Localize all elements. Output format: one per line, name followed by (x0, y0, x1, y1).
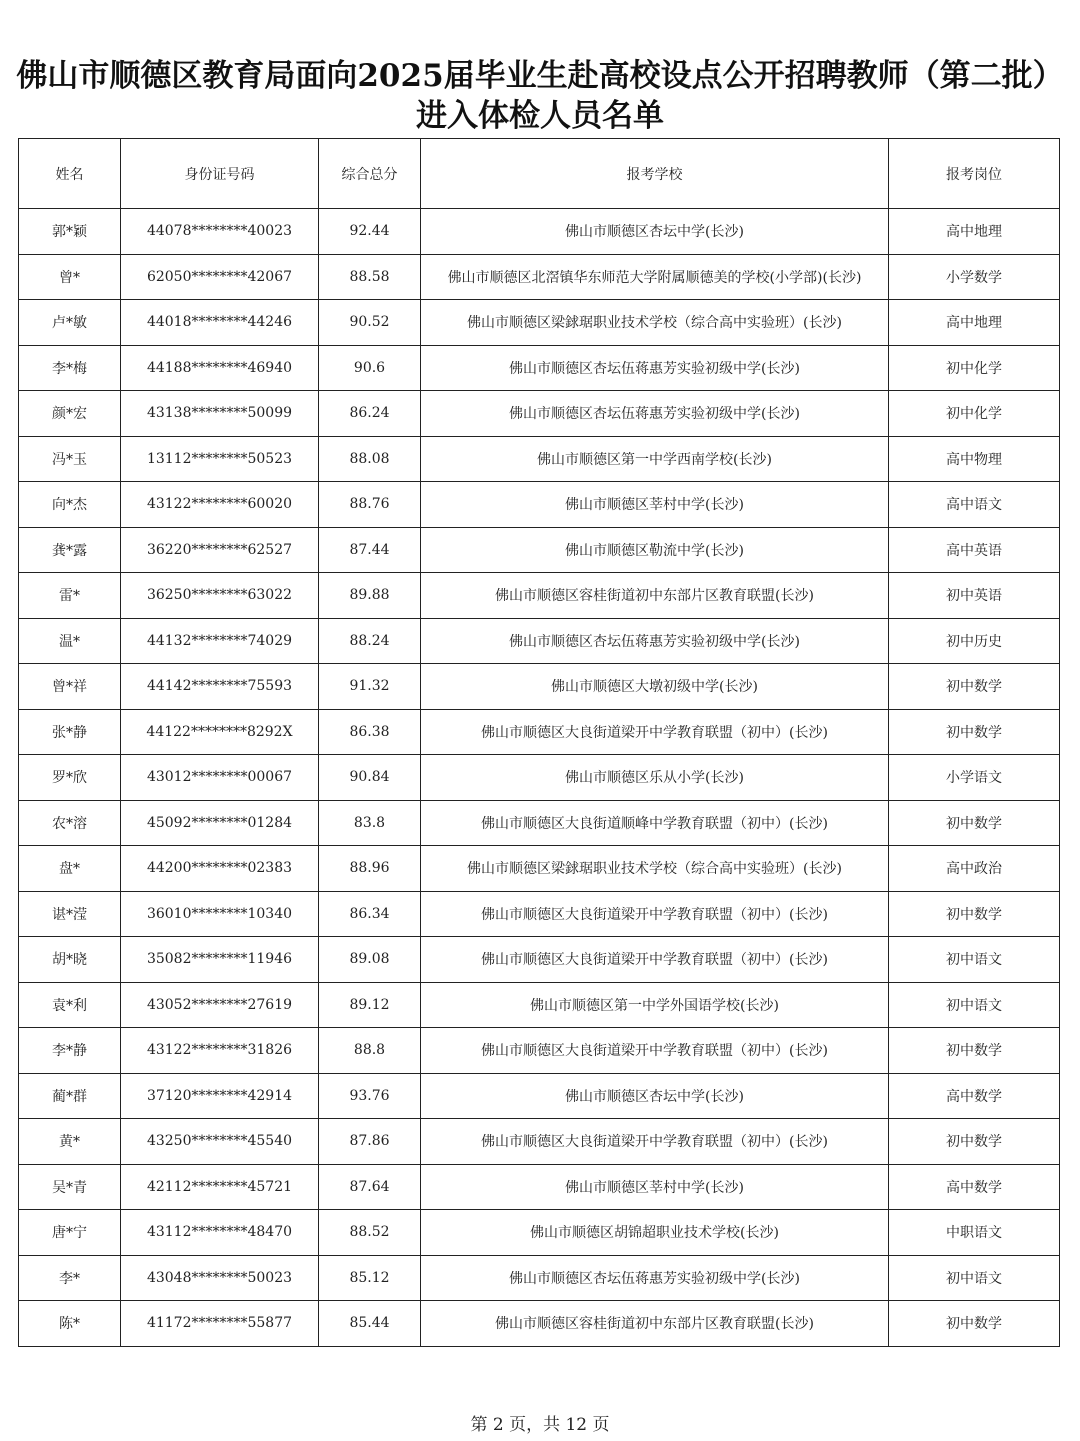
table-row (19, 1255, 1060, 1301)
cell-total-score: 92.44 (319, 209, 421, 255)
cell-total-score: 93.76 (319, 1073, 421, 1119)
cell-school: 佛山市顺德区杏坛中学(长沙) (421, 1073, 889, 1119)
cell-name: 李* (19, 1255, 121, 1301)
cell-id-number: 36220********62527 (121, 527, 319, 573)
cell-position: 高中地理 (889, 209, 1060, 255)
table-row (19, 254, 1060, 300)
cell-id-number: 13112********50523 (121, 436, 319, 482)
cell-position: 初中数学 (889, 891, 1060, 937)
cell-position: 初中化学 (889, 345, 1060, 391)
cell-total-score: 86.38 (319, 709, 421, 755)
table-body (19, 209, 1060, 1347)
cell-name: 李*梅 (19, 345, 121, 391)
cell-name: 向*杰 (19, 482, 121, 528)
cell-name: 曾*祥 (19, 664, 121, 710)
cell-name: 雷* (19, 573, 121, 619)
cell-name: 盘* (19, 846, 121, 892)
cell-position: 高中物理 (889, 436, 1060, 482)
cell-school: 佛山市顺德区容桂街道初中东部片区教育联盟(长沙) (421, 1301, 889, 1347)
cell-position: 小学数学 (889, 254, 1060, 300)
page-footer: 第 2 页，共 12 页 (470, 1415, 610, 1435)
cell-total-score: 88.8 (319, 1028, 421, 1074)
header-name: 姓名 (19, 139, 121, 209)
table-row (19, 573, 1060, 619)
cell-position: 高中地理 (889, 300, 1060, 346)
cell-id-number: 37120********42914 (121, 1073, 319, 1119)
cell-name: 黄* (19, 1119, 121, 1165)
table-row (19, 1164, 1060, 1210)
cell-school: 佛山市顺德区大良街道梁开中学教育联盟（初中）(长沙) (421, 709, 889, 755)
cell-total-score: 88.96 (319, 846, 421, 892)
cell-position: 初中历史 (889, 618, 1060, 664)
cell-name: 蔺*群 (19, 1073, 121, 1119)
table-row (19, 1028, 1060, 1074)
cell-school: 佛山市顺德区莘村中学(长沙) (421, 1164, 889, 1210)
cell-school: 佛山市顺德区杏坛中学(长沙) (421, 209, 889, 255)
cell-school: 佛山市顺德区大良街道梁开中学教育联盟（初中）(长沙) (421, 937, 889, 983)
cell-position: 初中化学 (889, 391, 1060, 437)
cell-position: 初中数学 (889, 664, 1060, 710)
table-row (19, 891, 1060, 937)
cell-school: 佛山市顺德区大墩初级中学(长沙) (421, 664, 889, 710)
cell-name: 龚*露 (19, 527, 121, 573)
cell-total-score: 88.24 (319, 618, 421, 664)
table-row (19, 391, 1060, 437)
table-row (19, 300, 1060, 346)
cell-name: 颜*宏 (19, 391, 121, 437)
cell-position: 初中语文 (889, 982, 1060, 1028)
cell-total-score: 83.8 (319, 800, 421, 846)
cell-school: 佛山市顺德区胡锦超职业技术学校(长沙) (421, 1210, 889, 1256)
cell-position: 高中语文 (889, 482, 1060, 528)
cell-total-score: 90.6 (319, 345, 421, 391)
table-row (19, 436, 1060, 482)
cell-position: 初中数学 (889, 1028, 1060, 1074)
cell-total-score: 86.24 (319, 391, 421, 437)
cell-id-number: 36250********63022 (121, 573, 319, 619)
cell-position: 初中英语 (889, 573, 1060, 619)
header-id-number: 身份证号码 (121, 139, 319, 209)
cell-name: 温* (19, 618, 121, 664)
cell-school: 佛山市顺德区大良街道梁开中学教育联盟（初中）(长沙) (421, 891, 889, 937)
cell-name: 袁*利 (19, 982, 121, 1028)
cell-id-number: 44078********40023 (121, 209, 319, 255)
cell-total-score: 86.34 (319, 891, 421, 937)
cell-name: 唐*宁 (19, 1210, 121, 1256)
document-title-line-2: 进入体检人员名单 (416, 98, 664, 134)
cell-id-number: 42112********45721 (121, 1164, 319, 1210)
cell-total-score: 89.88 (319, 573, 421, 619)
cell-school: 佛山市顺德区梁銶琚职业技术学校（综合高中实验班）(长沙) (421, 300, 889, 346)
table-row (19, 755, 1060, 801)
table-row (19, 527, 1060, 573)
cell-school: 佛山市顺德区容桂街道初中东部片区教育联盟(长沙) (421, 573, 889, 619)
cell-school: 佛山市顺德区第一中学外国语学校(长沙) (421, 982, 889, 1028)
document-title-line-1: 佛山市顺德区教育局面向2025届毕业生赴高校设点公开招聘教师（第二批） (16, 58, 1064, 94)
cell-name: 郭*颖 (19, 209, 121, 255)
table-row (19, 209, 1060, 255)
cell-school: 佛山市顺德区梁銶琚职业技术学校（综合高中实验班）(长沙) (421, 846, 889, 892)
cell-position: 初中数学 (889, 1301, 1060, 1347)
table-row (19, 482, 1060, 528)
cell-name: 农*溶 (19, 800, 121, 846)
cell-total-score: 89.12 (319, 982, 421, 1028)
table-row (19, 1301, 1060, 1347)
cell-total-score: 88.52 (319, 1210, 421, 1256)
cell-total-score: 85.12 (319, 1255, 421, 1301)
cell-position: 高中数学 (889, 1164, 1060, 1210)
table-row (19, 982, 1060, 1028)
cell-total-score: 90.84 (319, 755, 421, 801)
cell-total-score: 90.52 (319, 300, 421, 346)
cell-school: 佛山市顺德区大良街道顺峰中学教育联盟（初中）(长沙) (421, 800, 889, 846)
cell-id-number: 43138********50099 (121, 391, 319, 437)
cell-name: 胡*晓 (19, 937, 121, 983)
cell-position: 初中数学 (889, 800, 1060, 846)
cell-id-number: 43112********48470 (121, 1210, 319, 1256)
cell-id-number: 35082********11946 (121, 937, 319, 983)
header-school: 报考学校 (421, 139, 889, 209)
table-row (19, 846, 1060, 892)
cell-school: 佛山市顺德区第一中学西南学校(长沙) (421, 436, 889, 482)
cell-id-number: 43122********31826 (121, 1028, 319, 1074)
cell-total-score: 88.76 (319, 482, 421, 528)
cell-school: 佛山市顺德区北滘镇华东师范大学附属顺德美的学校(小学部)(长沙) (421, 254, 889, 300)
cell-total-score: 89.08 (319, 937, 421, 983)
cell-name: 陈* (19, 1301, 121, 1347)
cell-position: 小学语文 (889, 755, 1060, 801)
header-position: 报考岗位 (889, 139, 1060, 209)
cell-position: 高中英语 (889, 527, 1060, 573)
cell-school: 佛山市顺德区大良街道梁开中学教育联盟（初中）(长沙) (421, 1119, 889, 1165)
table-row (19, 709, 1060, 755)
cell-name: 曾* (19, 254, 121, 300)
table-row (19, 664, 1060, 710)
cell-id-number: 44200********02383 (121, 846, 319, 892)
cell-id-number: 43012********00067 (121, 755, 319, 801)
cell-school: 佛山市顺德区杏坛伍蒋惠芳实验初级中学(长沙) (421, 618, 889, 664)
cell-school: 佛山市顺德区杏坛伍蒋惠芳实验初级中学(长沙) (421, 345, 889, 391)
cell-name: 罗*欣 (19, 755, 121, 801)
cell-name: 吴*青 (19, 1164, 121, 1210)
cell-position: 高中数学 (889, 1073, 1060, 1119)
cell-position: 初中语文 (889, 1255, 1060, 1301)
cell-total-score: 85.44 (319, 1301, 421, 1347)
cell-id-number: 44122********8292X (121, 709, 319, 755)
table-row (19, 937, 1060, 983)
cell-school: 佛山市顺德区乐从小学(长沙) (421, 755, 889, 801)
cell-school: 佛山市顺德区莘村中学(长沙) (421, 482, 889, 528)
cell-id-number: 41172********55877 (121, 1301, 319, 1347)
table-row (19, 1073, 1060, 1119)
cell-name: 谌*滢 (19, 891, 121, 937)
table-row (19, 800, 1060, 846)
cell-id-number: 44142********75593 (121, 664, 319, 710)
table-row (19, 1119, 1060, 1165)
cell-id-number: 43048********50023 (121, 1255, 319, 1301)
cell-school: 佛山市顺德区杏坛伍蒋惠芳实验初级中学(长沙) (421, 1255, 889, 1301)
cell-name: 李*静 (19, 1028, 121, 1074)
cell-id-number: 45092********01284 (121, 800, 319, 846)
table-row (19, 618, 1060, 664)
cell-position: 初中数学 (889, 709, 1060, 755)
cell-id-number: 43250********45540 (121, 1119, 319, 1165)
cell-id-number: 44132********74029 (121, 618, 319, 664)
table-row (19, 345, 1060, 391)
cell-position: 高中政治 (889, 846, 1060, 892)
table-header-row (19, 139, 1060, 209)
table-row (19, 1210, 1060, 1256)
cell-total-score: 87.44 (319, 527, 421, 573)
header-total-score: 综合总分 (319, 139, 421, 209)
cell-name: 冯*玉 (19, 436, 121, 482)
cell-total-score: 87.86 (319, 1119, 421, 1165)
cell-position: 初中数学 (889, 1119, 1060, 1165)
cell-id-number: 36010********10340 (121, 891, 319, 937)
cell-total-score: 88.08 (319, 436, 421, 482)
cell-total-score: 91.32 (319, 664, 421, 710)
cell-school: 佛山市顺德区杏坛伍蒋惠芳实验初级中学(长沙) (421, 391, 889, 437)
cell-name: 卢*敏 (19, 300, 121, 346)
cell-id-number: 44188********46940 (121, 345, 319, 391)
candidate-table (18, 138, 1060, 1347)
cell-school: 佛山市顺德区勒流中学(长沙) (421, 527, 889, 573)
cell-school: 佛山市顺德区大良街道梁开中学教育联盟（初中）(长沙) (421, 1028, 889, 1074)
cell-position: 中职语文 (889, 1210, 1060, 1256)
cell-total-score: 88.58 (319, 254, 421, 300)
cell-total-score: 87.64 (319, 1164, 421, 1210)
cell-position: 初中语文 (889, 937, 1060, 983)
cell-id-number: 44018********44246 (121, 300, 319, 346)
cell-id-number: 62050********42067 (121, 254, 319, 300)
cell-id-number: 43052********27619 (121, 982, 319, 1028)
cell-id-number: 43122********60020 (121, 482, 319, 528)
cell-name: 张*静 (19, 709, 121, 755)
